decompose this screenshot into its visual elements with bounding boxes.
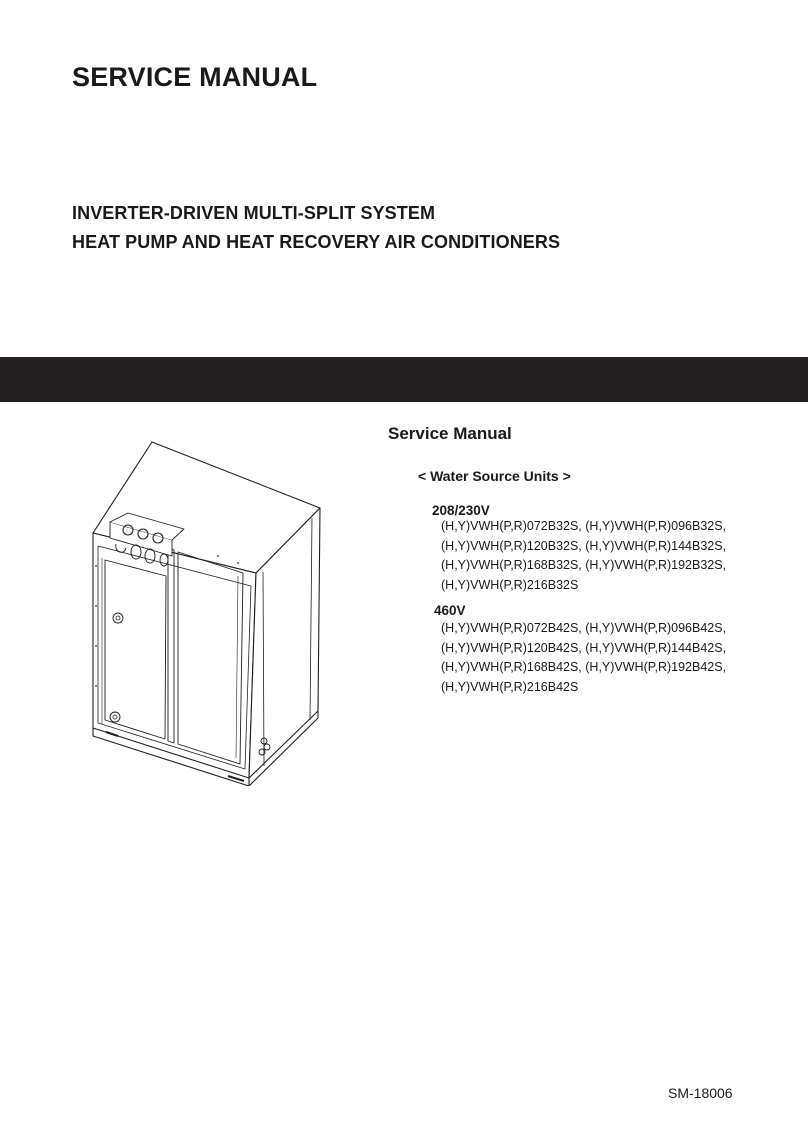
model-line: (H,Y)VWH(P,R)072B42S, (H,Y)VWH(P,R)096B42S, — [441, 621, 727, 635]
document-title: SERVICE MANUAL — [72, 62, 318, 92]
voltage-label-460v: 460V — [434, 603, 466, 618]
model-line: (H,Y)VWH(P,R)120B32S, (H,Y)VWH(P,R)144B32S, — [441, 538, 727, 553]
water-source-units-label: < Water Source Units > — [418, 468, 571, 484]
model-line: (H,Y)VWH(P,R)072B32S, (H,Y)VWH(P,R)096B32S, — [441, 519, 727, 533]
subtitle-line-2: HEAT PUMP AND HEAT RECOVERY AIR CONDITIONERS — [72, 232, 561, 252]
voltage-label-208-230v: 208/230V — [432, 503, 490, 518]
model-line: (H,Y)VWH(P,R)168B32S, (H,Y)VWH(P,R)192B32S, — [441, 558, 727, 572]
model-list-208-230v — [441, 517, 726, 595]
model-line: (H,Y)VWH(P,R)216B42S — [441, 679, 579, 694]
model-line: (H,Y)VWH(P,R)216B32S — [441, 577, 579, 592]
model-list-460v — [441, 619, 726, 697]
water-source-unit-illustration — [88, 436, 338, 786]
model-line: (H,Y)VWH(P,R)168B42S, (H,Y)VWH(P,R)192B42S, — [441, 660, 727, 674]
document-number: SM-18006 — [668, 1085, 733, 1101]
model-line: (H,Y)VWH(P,R)120B42S, (H,Y)VWH(P,R)144B42S, — [441, 640, 727, 655]
subtitle-line-1: INVERTER-DRIVEN MULTI-SPLIT SYSTEM — [72, 203, 436, 223]
section-title: Service Manual — [388, 424, 512, 443]
black-header-band — [0, 357, 808, 402]
